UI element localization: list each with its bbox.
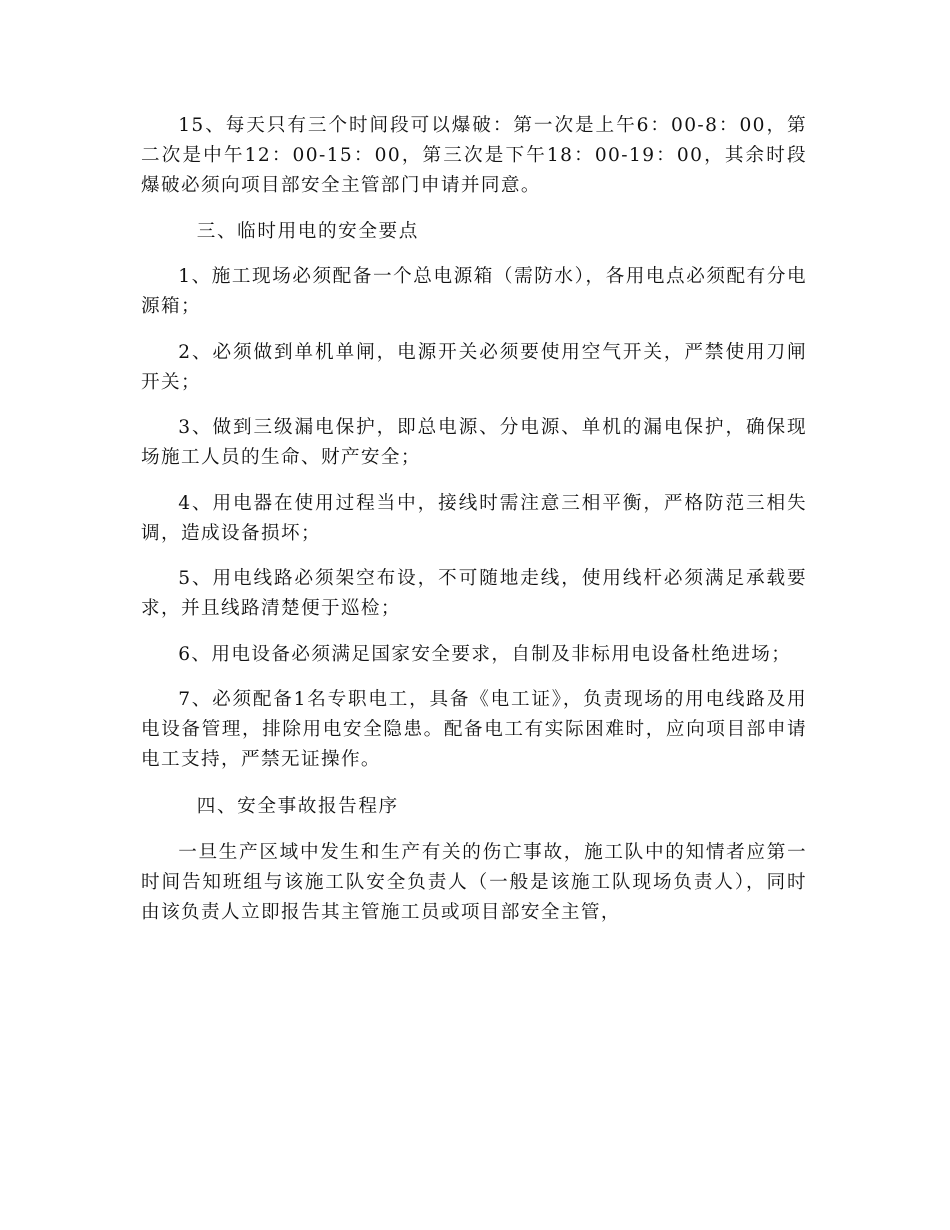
document-body bbox=[141, 111, 807, 943]
paragraph-item-5: 5、用电线路必须架空布设，不可随地走线，使用线杆必须满足承载要求，并且线路清楚便于巡检； bbox=[141, 568, 807, 619]
paragraph-item-1: 1、施工现场必须配备一个总电源箱（需防水），各用电点必须配有分电源箱； bbox=[141, 266, 807, 317]
section-heading-4: 四、安全事故报告程序 bbox=[196, 796, 399, 817]
paragraph-accident-report: 一旦生产区域中发生和生产有关的伤亡事故，施工队中的知情者应第一时间告知班组与该施工队安全负责人（一般是该施工队现场负责人），同时由该负责人立即报告其主管施工员或项目部安全主管， bbox=[141, 841, 807, 923]
paragraph-item-7: 7、必须配备1名专职电工，具备《电工证》，负责现场的用电线路及用电设备管理，排除用电安全隐患。配备电工有实际困难时，应向项目部申请电工支持，严禁无证操作。 bbox=[141, 689, 807, 770]
paragraph-item-2: 2、必须做到单机单闸，电源开关必须要使用空气开关，严禁使用刀闸开关； bbox=[141, 341, 807, 393]
section-heading-3: 三、临时用电的安全要点 bbox=[196, 220, 419, 242]
paragraph-item-4: 4、用电器在使用过程当中，接线时需注意三相平衡，严格防范三相失调，造成设备损坏； bbox=[141, 492, 807, 544]
paragraph-item-15: 15、每天只有三个时间段可以爆破：第一次是上午6：00-8：00，第二次是中午12：00-15：00，第三次是下午18：00-19：00，其余时段爆破必须向项目部安全主管部门申请并同意。 bbox=[141, 115, 807, 196]
paragraph-item-3: 3、做到三级漏电保护，即总电源、分电源、单机的漏电保护，确保现场施工人员的生命、财产安全； bbox=[141, 417, 807, 468]
paragraph-item-6: 6、用电设备必须满足国家安全要求，自制及非标用电设备杜绝进场； bbox=[178, 643, 792, 665]
